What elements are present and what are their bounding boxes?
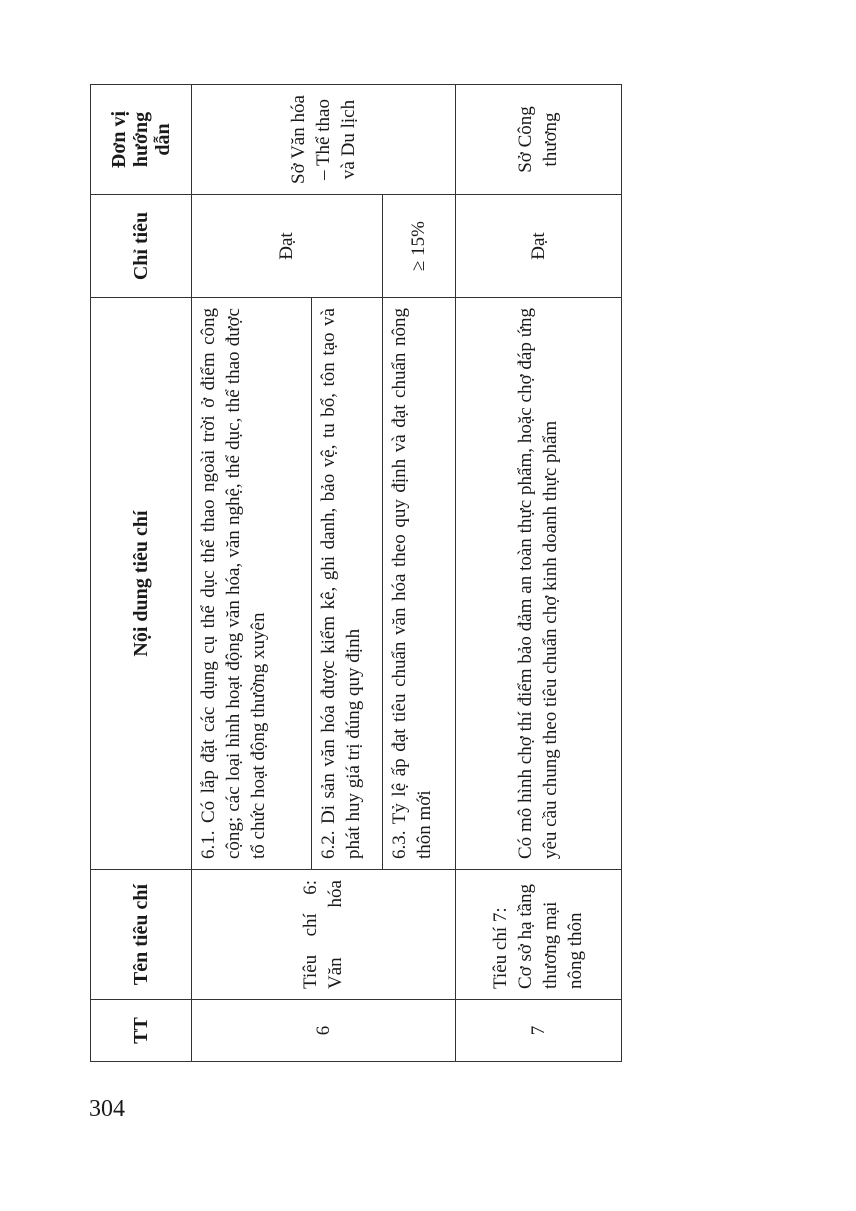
criterion-content: 6.2. Di sản văn hóa được kiểm kê, ghi danh, bảo vệ, tu bổ, tôn tạo và phát huy giá trị đúng quy định — [311, 298, 382, 870]
header-row — [91, 85, 192, 1062]
criterion-target: Đạt — [455, 195, 621, 298]
page-number: 304 — [89, 1096, 125, 1122]
criterion-name: Tiêu chí 7: Cơ sở hạ tầng thương mại nông thôn — [455, 870, 621, 1000]
criteria-table — [90, 84, 622, 1062]
criterion-unit: Sở Văn hóa – Thể thao và Du lịch — [192, 85, 456, 195]
header-unit: Đơn vị hướng dẫn — [91, 85, 192, 195]
table-row — [455, 85, 621, 1062]
criterion-content: 6.3. Tỷ lệ ấp đạt tiêu chuẩn văn hóa theo quy định và đạt chuẩn nông thôn mới — [382, 298, 455, 870]
criterion-unit: Sở Công thương — [455, 85, 621, 195]
criterion-content: Có mô hình chợ thí điểm bảo đảm an toàn thực phẩm, hoặc chợ đáp ứng yêu cầu chung theo tiêu chuẩn chợ kinh doanh thực phẩm — [455, 298, 621, 870]
header-name: Tên tiêu chí — [91, 870, 192, 1000]
header-target: Chỉ tiêu — [91, 195, 192, 298]
criterion-number: 6 — [192, 1000, 456, 1062]
criteria-table-rotated — [90, 85, 622, 1062]
table-row — [192, 85, 312, 1062]
criterion-target: ≥ 15% — [382, 195, 455, 298]
criterion-content: 6.1. Có lắp đặt các dụng cụ thể dục thể thao ngoài trời ở điểm công cộng; các loại hình hoạt động văn hóa, văn nghệ, thể dục, thể thao được tổ chức hoạt động thường xuyên — [192, 298, 312, 870]
header-tt: TT — [91, 1000, 192, 1062]
criterion-name: Tiêu chí 6: Văn hóa — [192, 870, 456, 1000]
header-content: Nội dung tiêu chí — [91, 298, 192, 870]
criterion-number: 7 — [455, 1000, 621, 1062]
criterion-target: Đạt — [192, 195, 383, 298]
